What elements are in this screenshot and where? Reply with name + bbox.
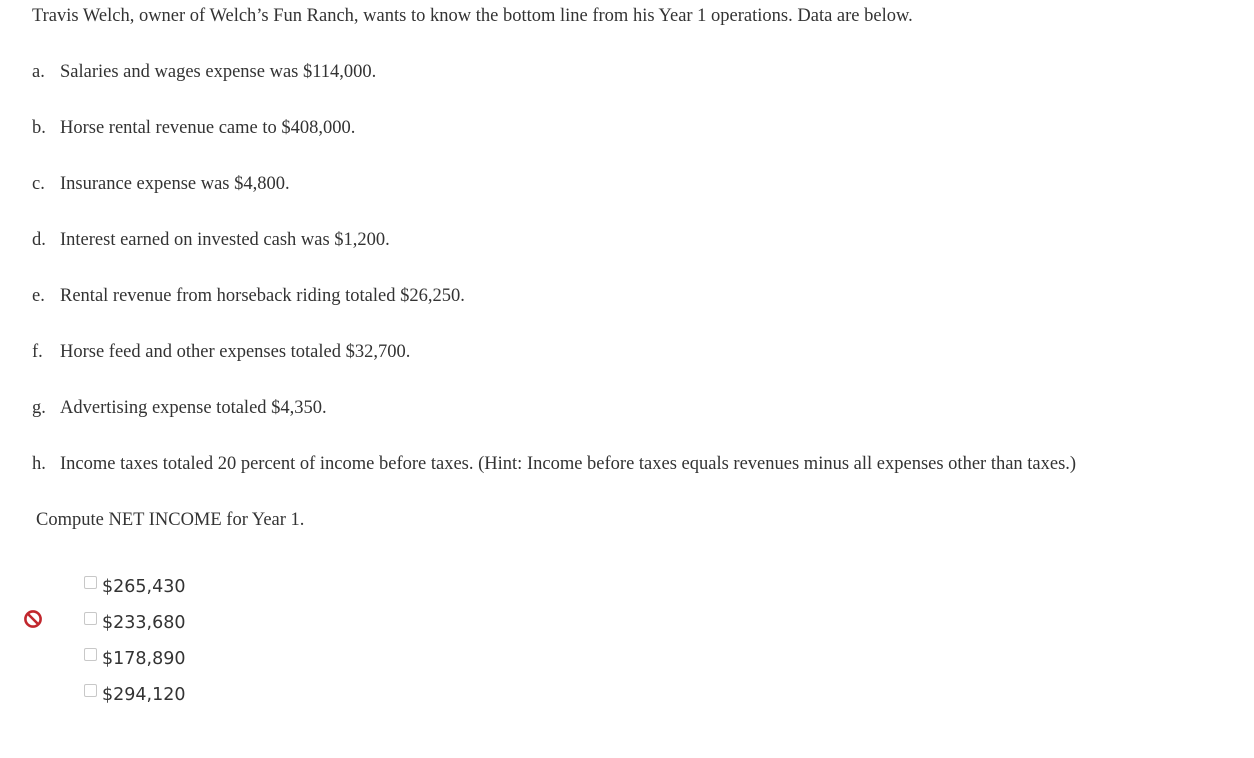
choice-checkbox[interactable]	[84, 612, 97, 625]
item-letter: b.	[32, 118, 46, 138]
choice-label[interactable]: $233,680	[102, 613, 186, 633]
data-item-d	[32, 230, 390, 251]
item-letter: d.	[32, 230, 46, 250]
question-prompt: Compute NET INCOME for Year 1.	[36, 510, 305, 530]
data-item-f	[32, 342, 410, 363]
item-letter: f.	[32, 342, 43, 362]
prohibited-icon	[23, 609, 43, 629]
data-item-b	[32, 118, 355, 139]
item-letter: a.	[32, 62, 45, 82]
item-text: Advertising expense totaled $4,350.	[60, 398, 327, 418]
choice-label[interactable]: $294,120	[102, 685, 186, 705]
choice-label[interactable]: $178,890	[102, 649, 186, 669]
item-letter: h.	[32, 454, 46, 474]
item-letter: g.	[32, 398, 46, 418]
item-text: Rental revenue from horseback riding totaled $26,250.	[60, 286, 465, 306]
choice-checkbox[interactable]	[84, 684, 97, 697]
data-item-a	[32, 62, 376, 83]
item-text: Insurance expense was $4,800.	[60, 174, 290, 194]
choice-label[interactable]: $265,430	[102, 577, 186, 597]
data-item-c	[32, 174, 290, 195]
data-item-h	[32, 454, 1076, 475]
item-text: Horse rental revenue came to $408,000.	[60, 118, 356, 138]
question-intro: Travis Welch, owner of Welch’s Fun Ranch, wants to know the bottom line from his Year 1 operations. Data are below.	[32, 6, 913, 26]
item-text: Interest earned on invested cash was $1,200.	[60, 230, 390, 250]
item-letter: e.	[32, 286, 45, 306]
choice-checkbox[interactable]	[84, 576, 97, 589]
data-item-e	[32, 286, 465, 307]
item-text: Horse feed and other expenses totaled $32,700.	[60, 342, 411, 362]
item-letter: c.	[32, 174, 45, 194]
item-text: Income taxes totaled 20 percent of income before taxes. (Hint: Income before taxes equals revenues minus all expenses other than taxes.)	[60, 454, 1077, 474]
choice-checkbox[interactable]	[84, 648, 97, 661]
data-item-g	[32, 398, 327, 419]
item-text: Salaries and wages expense was $114,000.	[60, 62, 377, 82]
